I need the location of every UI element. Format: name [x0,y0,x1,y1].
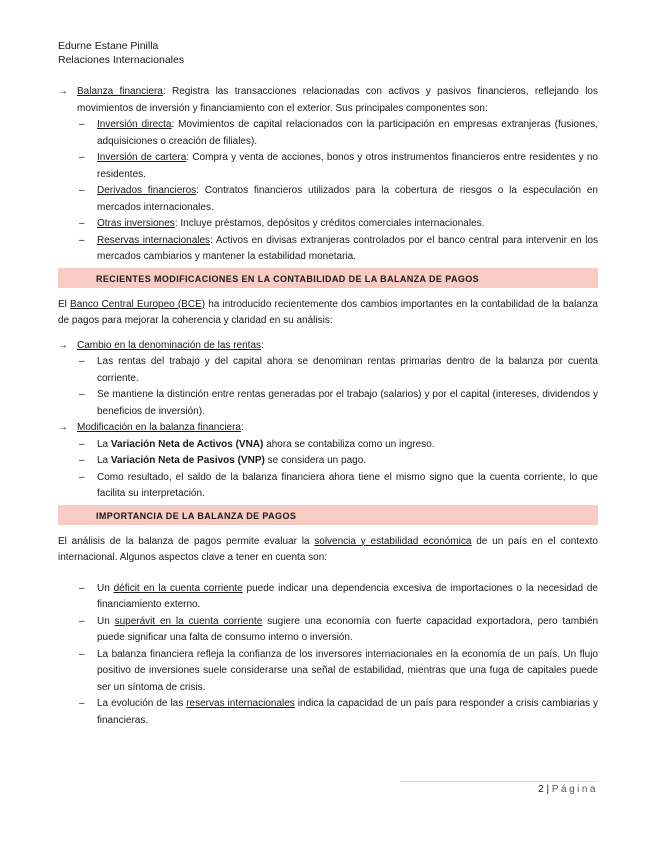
list-item-text: La [97,455,111,466]
vna-term: Variación Neta de Activos (VNA) [110,438,264,450]
section2-intro [58,534,598,567]
list-item-text: Un [97,582,114,594]
term: Reservas internacionales [97,234,211,246]
dash-bullet: – [79,389,85,400]
term: Derivados financieros [97,185,197,196]
intro-text: ha introducido recientemente dos cambios importantes en la contabilidad de la balanza de pagos para mejorar la coherencia y claridad en su análisis: [58,298,598,326]
arrow-right-icon: → [58,339,68,351]
list-item-text: ahora se contabiliza como un ingreso. [263,438,435,450]
list-item [58,233,598,266]
balanza-financiera-item [58,84,598,117]
change1-item: → Cambio en la denominación de las rentas: [58,338,598,355]
section1-intro [58,297,598,330]
section-heading-band [58,268,598,288]
dash-bullet: – [79,471,85,483]
footer-divider [400,781,598,782]
change1-title: Cambio en la denominación de las rentas [77,339,261,351]
list-item [58,696,598,729]
balanza-financiera-text: : Registra las transacciones relacionadas con activos y pasivos financieros, reflejando los movimientos de inversión y financiamiento con el exterior. Sus principales componentes son: [77,86,598,114]
list-item [58,354,598,387]
page-header [58,39,184,67]
list-item [58,437,598,454]
page-label: Página [551,784,598,795]
list-item [58,453,598,470]
list-item-text: indica la capacidad de un país para responder a crisis cambiarias y financieras. [97,698,598,726]
term-description: : Incluye préstamos, depósitos y créditos comerciales internacionales. [174,218,485,229]
list-item-text: Se mantiene la distinción entre rentas generadas por el trabajo (salarios) y por el capital (intereses, dividendos y beneficios de inversión). [97,389,598,417]
dash-bullet: – [79,234,85,246]
dash-bullet: – [79,119,85,130]
list-item [58,216,598,233]
dash-bullet: – [79,582,85,594]
list-item-text: La evolución de las [97,698,187,709]
dash-bullet: – [79,615,85,627]
arrow-right-icon: → [58,422,68,433]
superavit-term: superávit en la cuenta corriente [114,615,263,627]
deficit-term: déficit en la cuenta corriente [113,582,243,594]
list-item [58,117,598,150]
bce-link: Banco Central Europeo (BCE) [70,298,206,310]
dash-bullet: – [79,152,85,163]
list-item-text: puede indicar una dependencia excesiva de importaciones o la necesidad de financiamiento externo. [97,582,598,610]
dash-bullet: – [79,356,85,367]
section-heading: IMPORTANCIA DE LA BALANZA DE PAGOS [96,510,297,521]
solvencia-term: solvencia y estabilidad económica [314,535,472,547]
term-description: : Activos en divisas extranjeras controlados por el banco central para intervenir en los mercados cambiarios y mantener la estabilidad monetaria. [97,234,599,262]
list-item [58,150,598,183]
list-item-text: se considera un pago. [264,455,367,466]
change2-item: → Modificación en la balanza financiera: [58,420,598,437]
section-heading-band [58,505,598,525]
term: Inversión directa [97,119,172,130]
author-name: Edurne Estane Pinilla [58,40,159,52]
page-number: 2 [538,784,544,795]
list-item [58,647,598,697]
change2-title: Modificación en la balanza financiera [77,422,241,433]
term: Otras inversiones [97,218,175,229]
term-description: : Compra y venta de acciones, bonos y otros instrumentos financieros entre residentes y no residentes. [97,152,598,180]
list-item [58,183,598,216]
list-item-text: sugiere una economía con fuerte capacidad exportadora, pero también puede significar una falta de consumo interno o inversión. [97,615,599,643]
intro-text: El análisis de la balanza de pagos permite evaluar la [58,535,315,547]
subject-name: Relaciones Internacionales [58,54,185,66]
main-content [58,84,598,729]
list-item-text: Como resultado, el saldo de la balanza financiera ahora tiene el mismo signo que la cuenta corriente, lo que facilita su interpretación. [97,471,598,499]
dash-bullet: – [79,185,85,196]
list-item [58,614,598,647]
dash-bullet: – [79,218,85,229]
section-heading: RECIENTES MODIFICACIONES EN LA CONTABILIDAD DE LA BALANZA DE PAGOS [96,273,480,284]
dash-bullet: – [79,698,85,709]
list-item-text: Un [97,615,115,627]
list-item [58,581,598,614]
list-item [58,470,598,503]
vnp-term: Variación Neta de Pasivos (VNP) [110,455,265,466]
term: Inversión de cartera [97,152,187,163]
list-item-text: La balanza financiera refleja la confianza de los inversores internacionales en la economía de un país. Un flujo positivo de inversiones suele considerarse una señal de estabilidad, mientras que una fuga de capitales puede ser un síntoma de crisis. [97,648,598,693]
term-description: : Movimientos de capital relacionados con la participación en empresas extranjeras (fusiones, adquisiciones o creación de filiales). [97,119,598,147]
list-item [58,387,598,420]
page-footer [538,784,598,795]
dash-bullet: – [79,438,85,450]
intro-text: de un país en el contexto internacional. Algunos aspectos clave a tener en cuenta son: [58,535,598,563]
list-item-text: Las rentas del trabajo y del capital ahora se denominan rentas primarias dentro de la balanza por cuenta corriente. [97,356,598,384]
term-description: : Contratos financieros utilizados para la cobertura de riesgos o la especulación en mercados internacionales. [97,185,598,213]
balanza-financiera-term: Balanza financiera [77,86,163,97]
dash-bullet: – [79,455,85,466]
list-item-text: La [97,438,111,450]
arrow-right-icon: → [58,86,68,97]
intro-text: El [58,298,71,310]
dash-bullet: – [79,648,85,660]
footer-separator: | [546,784,550,795]
reservas-term: reservas internacionales [186,698,295,709]
